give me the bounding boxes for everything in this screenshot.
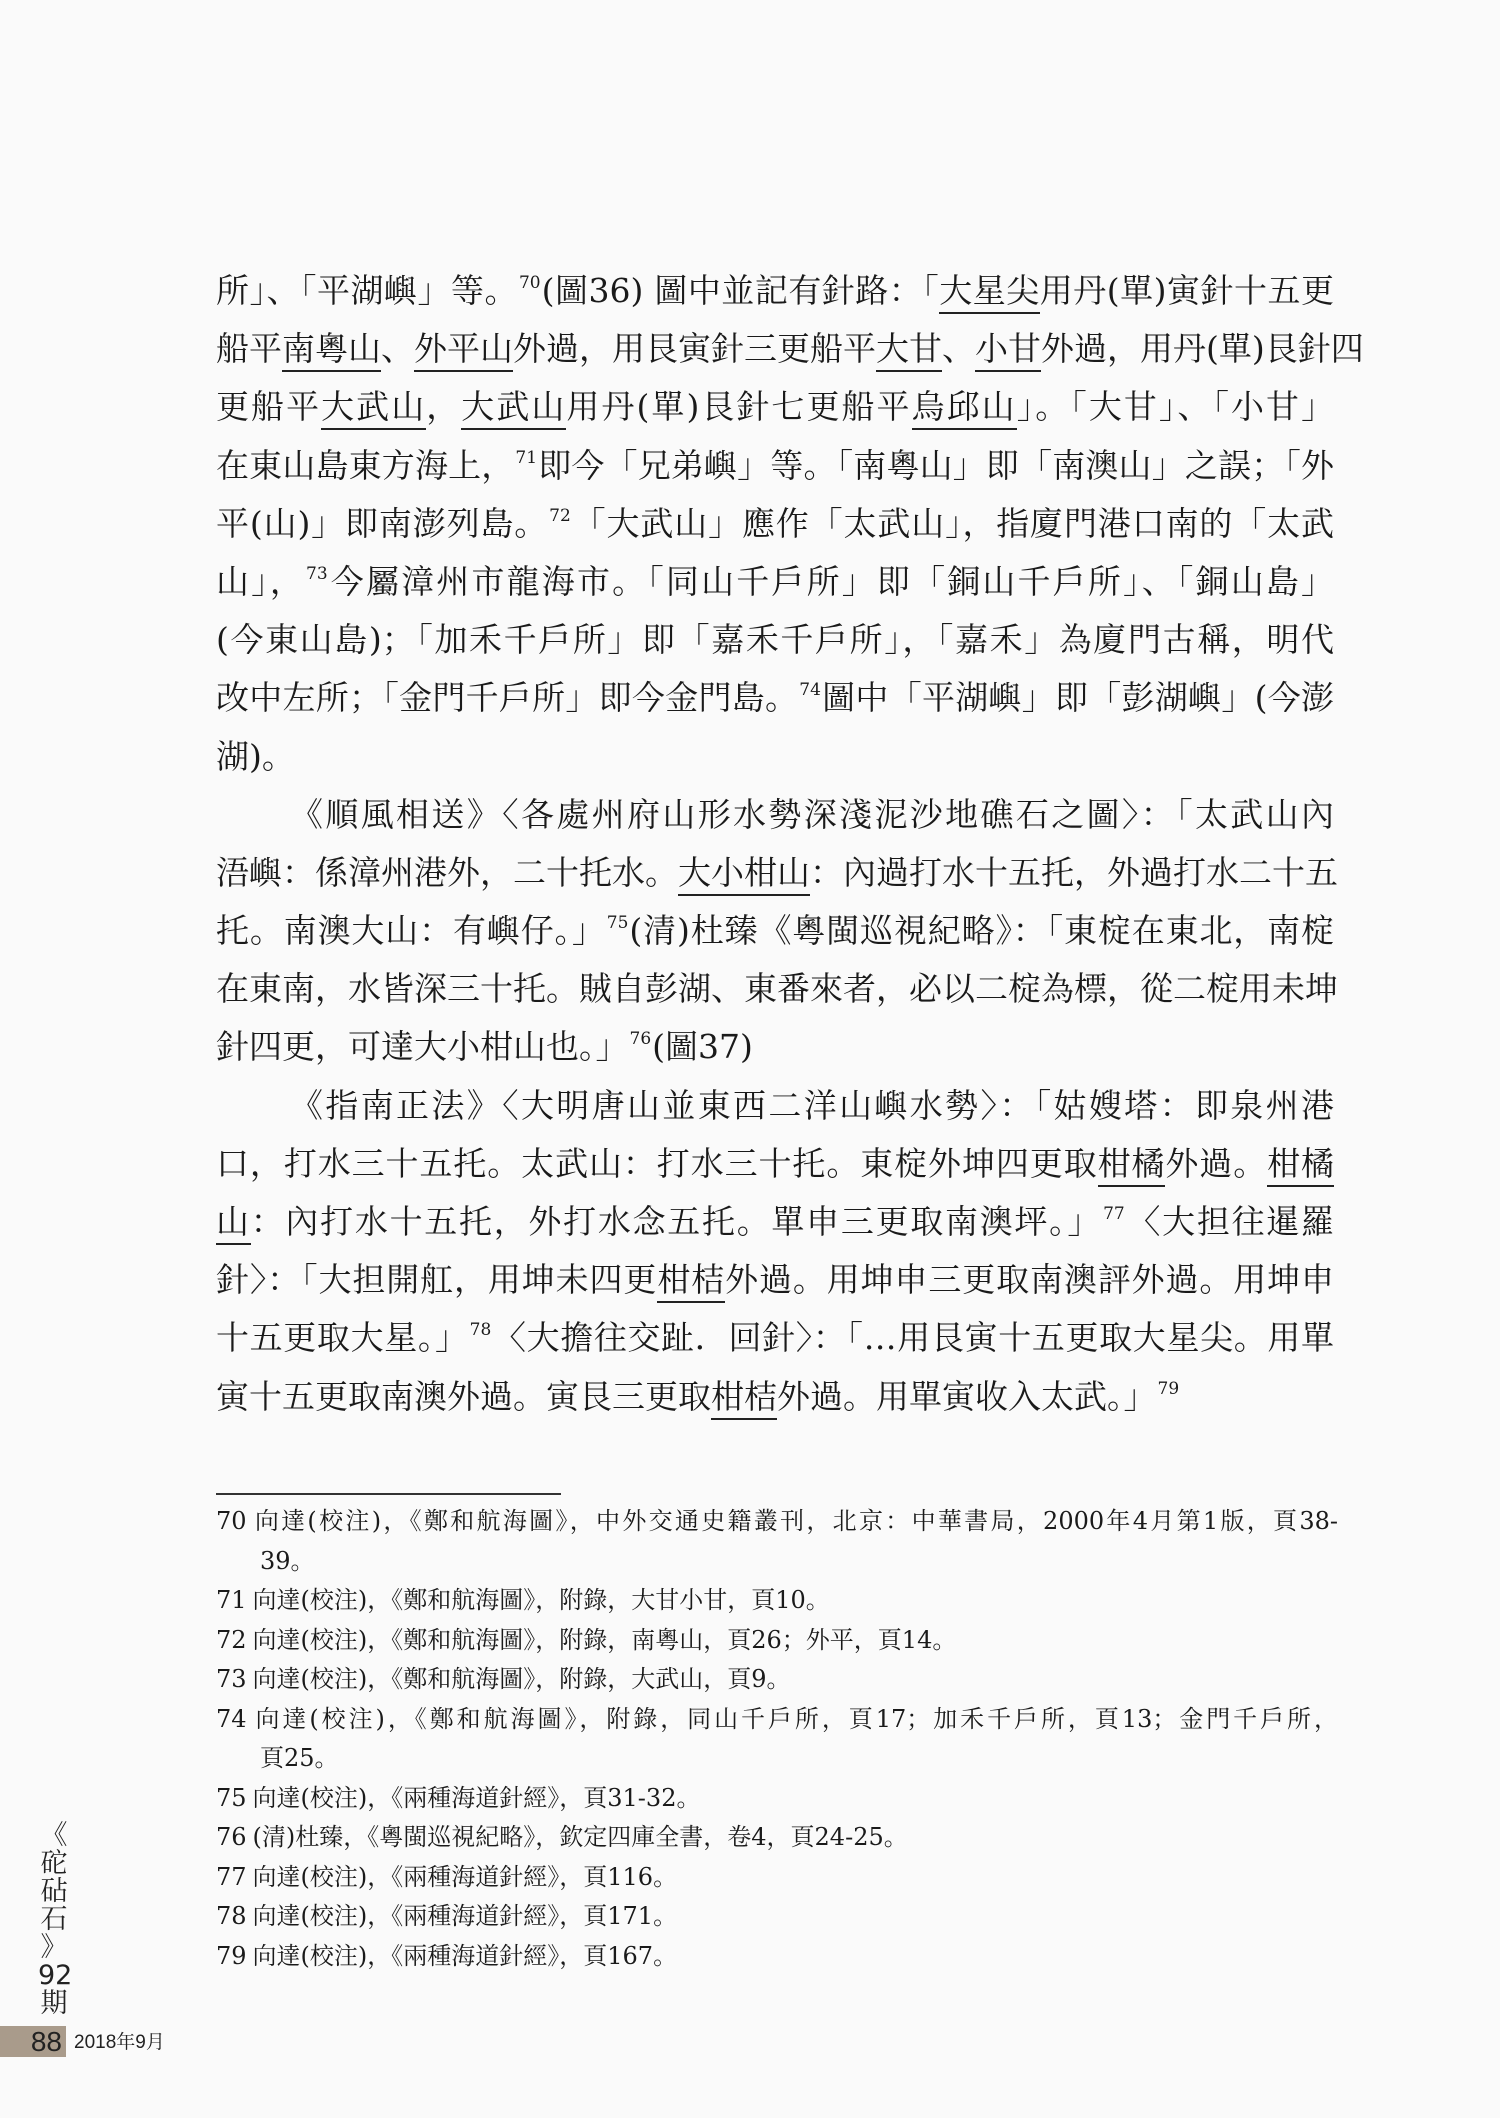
text-line [216, 1077, 1334, 1135]
footnote-number: 73 [216, 1665, 247, 1693]
footnote-text: 向達(校注)，《兩種海道針經》，頁171。 [252, 1902, 678, 1930]
footnote-text: 向達(校注)，《兩種海道針經》，頁31-32。 [252, 1783, 701, 1812]
journal-title-vertical [38, 1820, 73, 2019]
text-line [216, 902, 1334, 960]
text-line [216, 495, 1334, 553]
footnote-reference: 79 [1157, 1378, 1180, 1399]
journal-char: 《 [40, 1820, 68, 1851]
footnote-text: 向達(校注)，《鄭和航海圖》，附錄，同山千戶所，頁17；加禾千戶所，頁13；金門千戶所， [252, 1704, 1338, 1733]
underlined-place-name: 柑橘 [1267, 1144, 1334, 1187]
text-run: (今東山島)；「加禾千戶所」即「嘉禾千戶所」，「嘉禾」為廈門古稱，明代 [216, 620, 1334, 660]
underlined-place-name: 柑橘 [1098, 1144, 1166, 1187]
text-line [216, 320, 1364, 378]
page-number: 88 [0, 2026, 66, 2057]
footnote-number: 72 [216, 1625, 247, 1654]
journal-char: 砣 [40, 1848, 68, 1879]
footnote-number: 76 [216, 1823, 247, 1851]
footnote-number: 79 [216, 1941, 247, 1970]
footnote-reference: 75 [606, 913, 629, 934]
text-run: 山」， [216, 561, 305, 601]
text-line [216, 728, 1334, 786]
footnote [216, 1897, 1338, 1937]
footnote-reference: 74 [799, 680, 821, 701]
underlined-place-name: 小甘 [975, 329, 1041, 372]
text-run: 圖中「平湖嶼」即「彭湖嶼」(今澎 [821, 678, 1335, 718]
underlined-place-name: 柑桔 [711, 1377, 777, 1420]
text-run: 湖)。 [216, 736, 295, 776]
footnote-text: 39。 [260, 1546, 315, 1575]
text-run: 托。南澳大山：有嶼仔。」 [216, 911, 606, 951]
footnote-number: 78 [216, 1902, 247, 1930]
text-run: 「大武山」應作「太武山」，指廈門港口南的「太武 [571, 503, 1335, 543]
text-run: 用丹(單)艮針七更船平 [566, 387, 912, 427]
footnote-number: 77 [216, 1862, 247, 1891]
footnote-text: 向達(校注)，《鄭和航海圖》，附錄，南粵山，頁26；外平，頁14。 [252, 1625, 957, 1654]
footnote-text: 向達(校注)，《鄭和航海圖》，附錄，大武山，頁9。 [252, 1665, 791, 1693]
text-line [216, 1251, 1334, 1309]
text-run: 在東山島東方海上， [216, 445, 515, 485]
text-run: 更船平 [216, 387, 322, 427]
underlined-place-name: 外平山 [414, 329, 513, 372]
footnote-reference: 78 [469, 1320, 492, 1341]
text-run: 口，打水三十五托。太武山：打水三十托。東椗外坤四更取 [216, 1143, 1098, 1183]
paragraph [216, 1077, 1334, 1426]
text-run: 即今「兄弟嶼」等。「南粵山」即「南澳山」之誤；「外 [538, 445, 1335, 485]
text-run: 針四更，可達大小柑山也。」 [216, 1027, 629, 1067]
footnote-reference: 72 [549, 505, 571, 526]
text-run: 船平 [216, 329, 282, 369]
footnote [216, 1700, 1338, 1779]
text-line [216, 1368, 1334, 1426]
footnote-text: (清)杜臻，《粵閩巡視紀略》，欽定四庫全書，卷4，頁24-25。 [252, 1823, 908, 1851]
underlined-place-name: 大武山 [321, 387, 426, 430]
journal-char: 》 [40, 1932, 68, 1963]
underlined-place-name: 大星尖 [939, 271, 1040, 314]
footnote-line [216, 1818, 1338, 1858]
paragraph [216, 786, 1338, 1077]
footnote-line [216, 1621, 1338, 1661]
footnote-text: 向達(校注)，《兩種海道針經》，頁116。 [252, 1862, 678, 1891]
text-line [216, 1135, 1334, 1193]
footnote [216, 1937, 1338, 1977]
text-line [216, 611, 1334, 669]
text-line [216, 960, 1338, 1018]
footnote-line [216, 1660, 1338, 1700]
footnote-text: 向達(校注)，《鄭和航海圖》，中外交通史籍叢刊，北京：中華書局，2000年4月第1版，頁38- [252, 1507, 1338, 1535]
journal-char: 期 [40, 1988, 68, 2019]
text-run: 」。「大甘」、「小甘」 [1016, 387, 1335, 427]
text-run: 改中左所；「金門千戶所」即今金門島。 [216, 678, 799, 718]
footnote [216, 1621, 1338, 1661]
text-run: (清)杜臻《粵閩巡視紀略》：「東椗在東北，南椗 [629, 911, 1335, 951]
footnote-divider [216, 1493, 561, 1495]
text-run: 、 [942, 329, 975, 369]
text-run: 在東南，水皆深三十托。賊自彭湖、東番來者，必以二椗為標，從二椗用未坤 [216, 969, 1338, 1009]
text-run: 寅十五更取南澳外過。寅艮三更取 [216, 1376, 711, 1416]
footnote-reference: 73 [306, 563, 328, 584]
text-run: ：內打水十五托，外打水念五托。單申三更取南澳坪。」 [250, 1202, 1103, 1241]
footnote-reference: 71 [515, 447, 538, 468]
journal-char: 砧 [40, 1876, 68, 1907]
text-run: 針〉：「大担開舡，用坤未四更 [216, 1260, 658, 1300]
text-line [216, 786, 1334, 844]
footnote-line [216, 1858, 1338, 1898]
text-run: (圖37) [652, 1027, 753, 1067]
footnote-line [216, 1739, 1338, 1779]
underlined-place-name: 柑桔 [657, 1260, 725, 1303]
text-run: 〈大擔往交趾．回針〉：「…用艮寅十五更取大星尖。用單 [492, 1318, 1335, 1358]
footnote-reference: 77 [1103, 1204, 1125, 1224]
text-run: 《指南正法》〈大明唐山並東西二洋山嶼水勢〉：「姑嫂塔：即泉州港 [290, 1085, 1334, 1125]
text-run: 今屬漳州市龍海市。「同山千戶所」即「銅山千戶所」、「銅山島」 [328, 561, 1335, 601]
text-run: 外過，用艮寅針三更船平 [513, 329, 876, 369]
text-run: (圖36) 圖中並記有針路：「 [541, 271, 940, 310]
issue-date: 2018年9月 [74, 2032, 165, 2053]
text-line [216, 262, 1334, 320]
text-line [216, 669, 1334, 727]
footnote-text: 向達(校注)，《鄭和航海圖》，附錄，大甘小甘，頁10。 [252, 1586, 830, 1614]
text-line [216, 1193, 1334, 1251]
text-run: 十五更取大星。」 [216, 1318, 469, 1358]
footnote-line [216, 1700, 1338, 1740]
footnote-line [216, 1779, 1338, 1819]
footnote [216, 1502, 1338, 1581]
journal-char: 石 [40, 1904, 68, 1935]
text-run: 用丹(單)寅針十五更 [1039, 271, 1335, 310]
footnote-line [216, 1937, 1338, 1977]
footnotes [216, 1502, 1338, 1976]
text-run: 平(山)」即南澎列島。 [216, 503, 549, 543]
footnote-number: 75 [216, 1783, 247, 1812]
text-run: 〈大担往暹羅 [1125, 1202, 1335, 1241]
footnote [216, 1660, 1338, 1700]
text-line [216, 1309, 1334, 1367]
text-run: 、 [381, 329, 414, 369]
footnote [216, 1779, 1338, 1819]
underlined-place-name: 南粵山 [282, 329, 381, 372]
footnote-number: 70 [216, 1507, 247, 1535]
text-line [216, 844, 1338, 902]
footnote-reference: 76 [629, 1029, 652, 1050]
text-run: 《順風相送》〈各處州府山形水勢深淺泥沙地礁石之圖〉：「太武山內 [290, 794, 1334, 834]
text-run: 外過，用丹(單)艮針四 [1041, 329, 1364, 369]
underlined-place-name: 山 [216, 1202, 251, 1245]
text-run: 浯嶼：係漳州港外，二十托水。 [216, 852, 678, 892]
underlined-place-name: 大甘 [876, 329, 942, 372]
footnote-line [216, 1581, 1338, 1621]
text-run: ：內過打水十五托，外過打水二十五 [810, 852, 1338, 892]
footnote-text: 向達(校注)，《兩種海道針經》，頁167。 [252, 1941, 678, 1970]
text-run: 外過。 [1165, 1143, 1268, 1183]
underlined-place-name: 大武山 [461, 387, 566, 430]
footnote-line [216, 1502, 1338, 1542]
footnote-reference: 70 [518, 273, 541, 293]
footnote-line [216, 1542, 1338, 1582]
footnote [216, 1581, 1338, 1621]
text-run: 外過。用坤申三更取南澳評外過。用坤申 [725, 1260, 1335, 1300]
underlined-place-name: 烏邱山 [912, 387, 1017, 430]
article-body [216, 262, 1364, 1426]
text-run: 外過。用單寅收入太武。」 [777, 1376, 1157, 1416]
issue-number: 92 [38, 1960, 73, 1991]
footnote-line [216, 1897, 1338, 1937]
text-run: ， [426, 387, 462, 427]
footnote [216, 1858, 1338, 1898]
underlined-place-name: 大小柑山 [678, 853, 810, 896]
footnote-number: 74 [216, 1704, 247, 1733]
text-line [216, 553, 1334, 611]
text-run: 所」、「平湖嶼」等。 [216, 271, 518, 310]
text-line [216, 1018, 1334, 1076]
footnote [216, 1818, 1338, 1858]
text-line [216, 378, 1334, 436]
footnote-number: 71 [216, 1586, 247, 1614]
text-line [216, 437, 1334, 495]
paragraph [216, 262, 1364, 786]
footnote-text: 頁25。 [260, 1744, 339, 1772]
